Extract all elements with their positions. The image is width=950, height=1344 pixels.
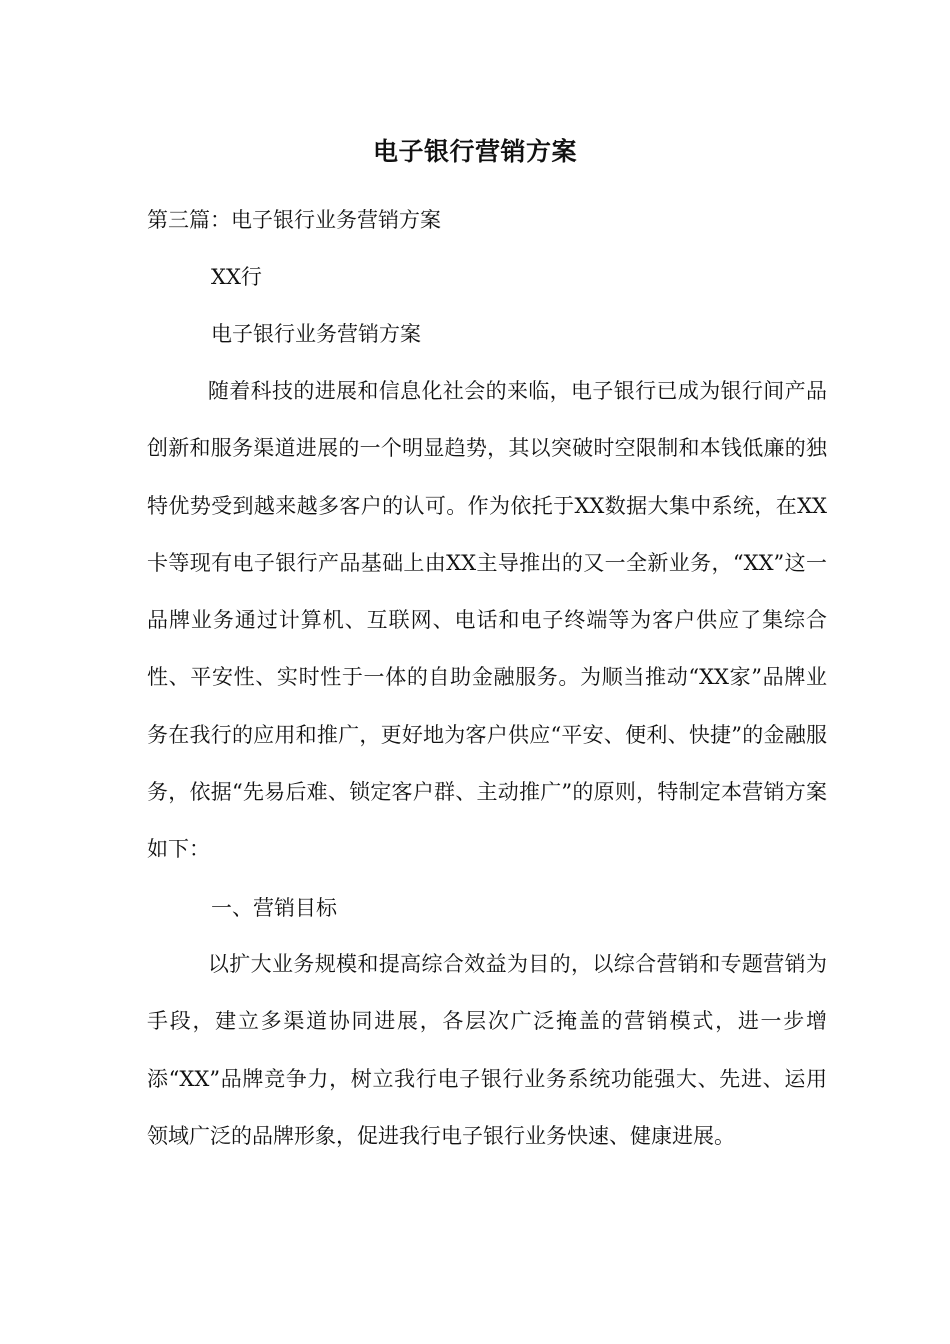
chapter-heading: 第三篇：电子银行业务营销方案 — [147, 208, 441, 232]
org-line: XX行 — [211, 265, 262, 289]
section-1-paragraph: 以扩大业务规模和提高综合效益为目的，以综合营销和专题营销为手段，建立多渠道协同进展，各层次广泛掩盖的营销模式，进一步增添“XX”品牌竞争力，树立我行电子银行业务系统功能强大、先进、运用领域广泛的品牌形象，促进我行电子银行业务快速、健康进展。 — [147, 952, 827, 1148]
document-title: 电子银行营销方案 — [372, 137, 577, 166]
section-1-heading: 一、营销目标 — [211, 896, 337, 920]
intro-paragraph: 随着科技的进展和信息化社会的来临，电子银行已成为银行间产品创新和服务渠道进展的一个明显趋势，其以突破时空限制和本钱低廉的独特优势受到越来越多客户的认可。作为依托于XX数据大集中系统，在XX卡等现有电子银行产品基础上由XX主导推出的又一全新业务，“XX”这一品牌业务通过计算机、互联网、电话和电子终端等为客户供应了集综合性、平安性、实时性于一体的自助金融服务。为顺当推动“XX家”品牌业务在我行的应用和推广，更好地为客户供应“平安、便利、快捷”的金融服务，依据“先易后难、锁定客户群、主动推广”的原则，特制定本营销方案如下： — [147, 379, 827, 862]
subtitle: 电子银行业务营销方案 — [211, 322, 421, 346]
